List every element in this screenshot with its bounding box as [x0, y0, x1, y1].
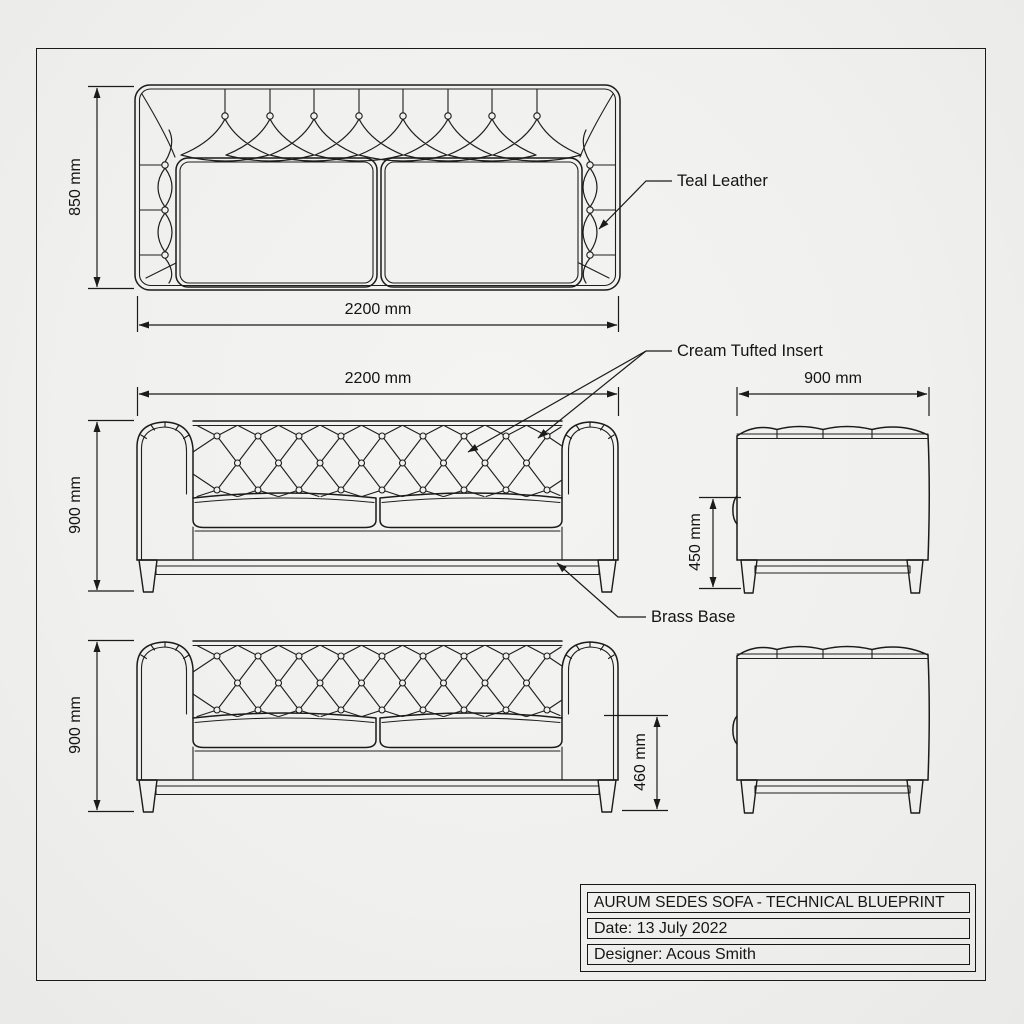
dim-900mm-front: 900 mm [67, 476, 84, 534]
dim-2200mm-top: 2200 mm [344, 301, 412, 318]
dim-460mm-front-lower: 460 mm [632, 733, 649, 791]
title-block-designer: Designer: Acous Smith [587, 944, 970, 965]
title-block [580, 884, 976, 972]
title-block-title: AURUM SEDES SOFA - TECHNICAL BLUEPRINT [587, 892, 970, 913]
label-brass-base: Brass Base [651, 608, 736, 626]
front-view-lower-drawing [137, 641, 618, 812]
label-cream-tufted-insert: Cream Tufted Insert [677, 342, 823, 360]
side-view-drawing [733, 427, 929, 594]
title-block-date: Date: 13 July 2022 [587, 918, 970, 939]
dim-900mm-side: 900 mm [804, 370, 862, 387]
top-view-drawing [135, 85, 620, 290]
front-view-drawing [137, 421, 618, 592]
dim-450mm-side: 450 mm [687, 513, 704, 571]
label-teal-leather: Teal Leather [677, 172, 768, 190]
dim-900mm-front-lower: 900 mm [67, 696, 84, 754]
leader-lines [468, 181, 672, 617]
dim-850mm: 850 mm [67, 158, 84, 216]
dim-2200mm-front: 2200 mm [344, 370, 412, 387]
side-view-lower-drawing [733, 647, 929, 814]
dimension-lines [88, 87, 929, 812]
